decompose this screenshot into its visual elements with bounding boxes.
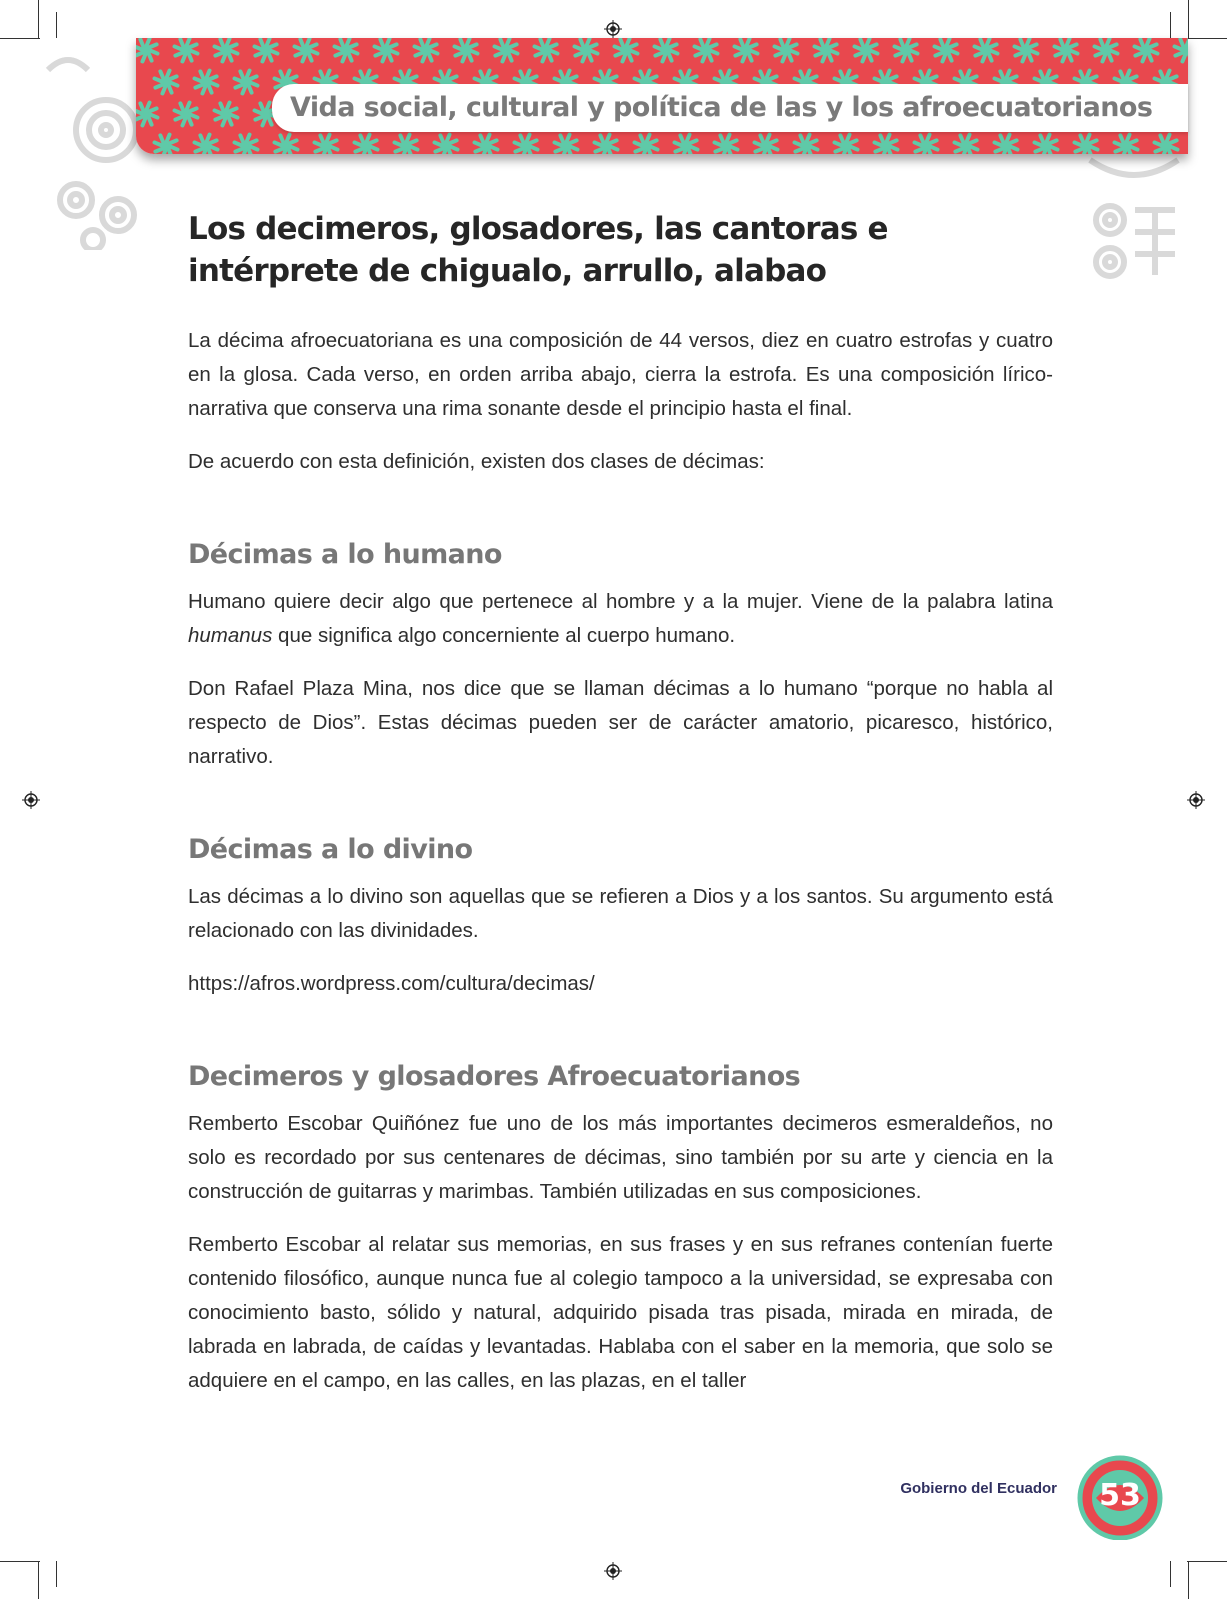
swirl-ornament-icon: [1080, 150, 1188, 290]
humano-italic-term: humanus: [188, 624, 273, 647]
crop-mark: [56, 12, 57, 38]
intro-paragraph: La décima afroecuatoriana es una composición de 44 versos, diez en cuatro estrofas y cuatro en la glosa. Cada verso, en orden arriba abajo, cierra la estrofa. Es una composición lírico-narrativa que conserva una rima sonante desde el principio hasta el final.: [188, 329, 1053, 420]
page-title: Los decimeros, glosadores, las cantoras e intérprete de chigualo, arrullo, alabao: [188, 211, 888, 289]
crop-mark: [1170, 12, 1171, 38]
intro-paragraph: De acuerdo con esta definición, existen dos clases de décimas:: [188, 450, 765, 473]
crop-mark: [1187, 1561, 1227, 1562]
humano-text: Humano quiere decir algo que pertenece al hombre y a la mujer. Viene de la palabra latina: [188, 590, 1053, 613]
crop-mark: [38, 0, 39, 38]
crop-mark: [1170, 1561, 1171, 1587]
section-heading-decimeros: Decimeros y glosadores Afroecuatorianos: [188, 1061, 801, 1092]
page-number: 53: [1099, 1478, 1141, 1513]
section-header-title: Vida social, cultural y política de las y los afroecuatorianos: [290, 92, 1153, 123]
section-heading-divino: Décimas a lo divino: [188, 834, 473, 865]
decimeros-paragraph: Remberto Escobar Quiñónez fue uno de los más importantes decimeros esmeraldeños, no solo es recordado por sus centenares de décimas, sino también por su arte y ciencia en la construcción de guitarras y marimbas. También utilizadas en sus composiciones.: [188, 1112, 1053, 1203]
registration-mark-icon: [22, 791, 40, 809]
crop-mark: [56, 1561, 57, 1587]
footer-label: Gobierno del Ecuador: [900, 1480, 1057, 1497]
decimeros-paragraph: Remberto Escobar al relatar sus memorias, en sus frases y en sus refranes contenían fuerte contenido filosófico, aunque nunca fue al colegio tampoco a la universidad, se expresaba con conocimiento basto, sólido y natural, adquirido pisada tras pisada, mirada en mirada, de labrada en labrada, de caídas y levantadas. Hablaba con el saber en la memoria, que solo se adquiere en el campo, en las calles, en las plazas, en el taller: [188, 1233, 1053, 1392]
humano-paragraph: [188, 585, 1053, 653]
registration-mark-icon: [604, 1562, 622, 1580]
swirl-ornament-icon: [38, 40, 148, 250]
humano-paragraph: Don Rafael Plaza Mina, nos dice que se llaman décimas a lo humano “porque no habla al respecto de Dios”. Estas décimas pueden ser de carácter amatorio, picaresco, histórico, narrativo.: [188, 677, 1053, 768]
section-heading-humano: Décimas a lo humano: [188, 539, 502, 570]
crop-mark: [1188, 0, 1189, 38]
crop-mark: [1187, 38, 1227, 39]
registration-mark-icon: [604, 20, 622, 38]
registration-mark-icon: [1187, 791, 1205, 809]
crop-mark: [1188, 1561, 1189, 1599]
crop-mark: [0, 38, 40, 39]
crop-mark: [38, 1561, 39, 1599]
source-url: https://afros.wordpress.com/cultura/decimas/: [188, 972, 595, 995]
divino-paragraph: Las décimas a lo divino son aquellas que se refieren a Dios y a los santos. Su argumento está relacionado con las divinidades.: [188, 885, 1053, 942]
crop-mark: [0, 1561, 40, 1562]
humano-text: que significa algo concerniente al cuerpo humano.: [272, 624, 736, 647]
main-content: [188, 208, 1053, 1417]
